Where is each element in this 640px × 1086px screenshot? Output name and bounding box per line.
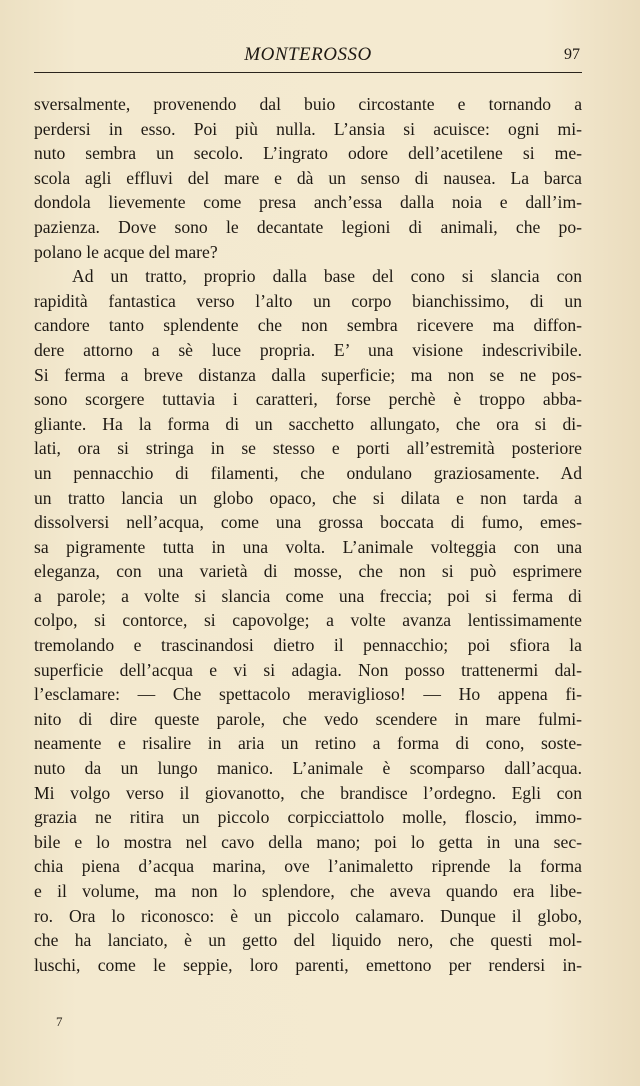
text-line: tremolando e trascinandosi dietro il pennacchio; poi sfiora la bbox=[34, 635, 582, 656]
text-line: un tratto lancia un globo opaco, che si dilata e non tarda a bbox=[34, 487, 582, 508]
text-line: nito di dire queste parole, che vedo scendere in mare fulmi- bbox=[34, 708, 582, 729]
text-line: sono scorgere tuttavia i caratteri, forse perchè è troppo abba- bbox=[34, 389, 582, 410]
text-line: dissolversi nell’acqua, come una grossa boccata di fumo, emes- bbox=[34, 512, 582, 533]
text-line: Si ferma a breve distanza dalla superficie; ma non se ne pos- bbox=[34, 364, 582, 385]
text-line: lati, ora si stringa in se stesso e porti all’estremità posteriore bbox=[34, 438, 582, 459]
text-line: dondola lievemente come presa anch’essa dalla noia e dall’im- bbox=[34, 192, 582, 213]
running-title: MONTEROSSO bbox=[244, 44, 372, 65]
text-line: ro. Ora lo riconosco: è un piccolo calamaro. Dunque il globo, bbox=[34, 905, 582, 926]
text-line: sversalmente, provenendo dal buio circostante e tornando a bbox=[34, 94, 582, 114]
text-line: bile e lo mostra nel cavo della mano; poi lo getta in una sec- bbox=[34, 831, 582, 852]
text-line: neamente e risalire in aria un retino a forma di cono, soste- bbox=[34, 733, 582, 754]
text-line: nuto da un lungo manico. L’animale è scomparso dall’acqua. bbox=[34, 758, 582, 779]
text-line: polano le acque del mare? bbox=[34, 241, 218, 262]
text-line: candore tanto splendente che non sembra ricevere ma diffon- bbox=[34, 315, 582, 336]
text-line: luschi, come le seppie, loro parenti, emettono per rendersi in- bbox=[34, 954, 582, 975]
text-line: chia piena d’acqua marina, ove l’animaletto riprende la forma bbox=[34, 856, 582, 877]
page-number: 97 bbox=[564, 46, 580, 63]
text-line: un pennacchio di filamenti, che ondulano graziosamente. Ad bbox=[34, 462, 582, 483]
text-line: grazia ne ritira un piccolo corpicciattolo molle, floscio, immo- bbox=[34, 807, 582, 828]
text-line: eleganza, con una varietà di mosse, che non si può esprimere bbox=[34, 561, 582, 582]
text-line: scola agli effluvi del mare e dà un senso di nausea. La barca bbox=[34, 167, 582, 188]
text-line: gliante. Ha la forma di un sacchetto allungato, che ora si di- bbox=[34, 413, 582, 434]
text-line: e il volume, ma non lo splendore, che aveva quando era libe- bbox=[34, 881, 582, 901]
text-line: l’esclamare: — Che spettacolo meraviglioso! — Ho appena fi- bbox=[34, 684, 582, 705]
text-line: superficie dell’acqua e vi si adagia. Non posso trattenermi dal- bbox=[34, 659, 582, 680]
text-line: che ha lanciato, è un getto del liquido nero, che questi mol- bbox=[34, 930, 582, 951]
page-header bbox=[34, 44, 582, 72]
text-line: perdersi in esso. Poi più nulla. L’ansia si acuisce: ogni mi- bbox=[34, 118, 582, 139]
header-rule bbox=[34, 72, 582, 73]
text-line: Ad un tratto, proprio dalla base del cono si slancia con bbox=[72, 266, 582, 287]
text-line: pazienza. Dove sono le decantate legioni di animali, che po- bbox=[34, 216, 582, 237]
text-line: sa pigramente tutta in una volta. L’animale volteggia con una bbox=[34, 536, 582, 557]
text-line: colpo, si contorce, si capovolge; a volte avanza lentissimamente bbox=[34, 610, 582, 631]
text-line: rapidità fantastica verso l’alto un corpo bianchissimo, di un bbox=[34, 290, 582, 311]
text-line: Mi volgo verso il giovanotto, che brandisce l’ordegno. Egli con bbox=[34, 782, 582, 803]
signature-mark: 7 bbox=[56, 1014, 63, 1029]
text-line: dere attorno a sè luce propria. E’ una visione indescrivibile. bbox=[34, 339, 582, 360]
text-line: nuto sembra un secolo. L’ingrato odore dell’acetilene si me- bbox=[34, 143, 582, 164]
body-text bbox=[34, 92, 582, 977]
text-line: a parole; a volte si slancia come una freccia; poi si ferma di bbox=[34, 585, 582, 606]
